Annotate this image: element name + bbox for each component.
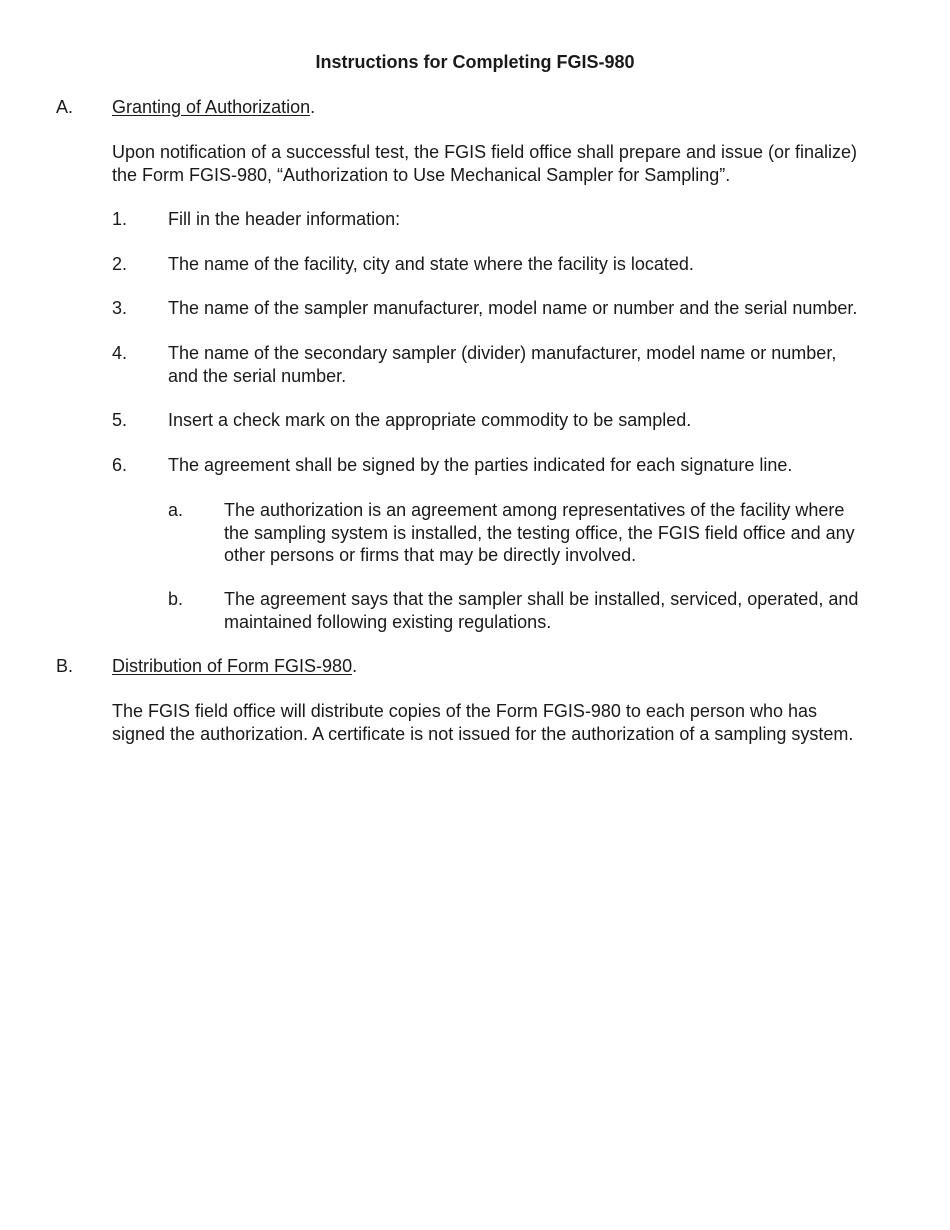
list-item-text-line2: and the serial number. (168, 365, 347, 386)
list-item-number: 4. (112, 343, 128, 363)
list-item-text: The agreement shall be signed by the parties indicated for each signature line. (168, 455, 793, 475)
sub-list-item-text-line1: The agreement says that the sampler shall be installed, serviced, operated, and (224, 589, 859, 609)
sub-list-item-text-line1: The authorization is an agreement among representatives of the facility where (224, 500, 845, 520)
section-a-heading-text: Granting of Authorization (112, 97, 311, 117)
sub-list-item-text-line3: other persons or firms that may be directly involved. (224, 545, 637, 565)
section-a-intro-line2: the Form FGIS-980, “Authorization to Use Mechanical Sampler for Sampling”. (112, 164, 731, 185)
section-a-heading-punct: . (310, 97, 316, 117)
section-a-marker: A. (56, 97, 74, 117)
section-b-body-line1: The FGIS field office will distribute copies of the Form FGIS-980 to each person who has (112, 701, 817, 721)
page-title: Instructions for Completing FGIS-980 (315, 52, 635, 72)
section-b-marker: B. (56, 656, 74, 676)
section-a-intro-line1: Upon notification of a successful test, the FGIS field office shall prepare and issue (or finalize) (112, 142, 858, 162)
section-b-heading (112, 655, 357, 678)
list-item-text: Fill in the header information: (168, 209, 401, 229)
section-b-body (112, 700, 902, 745)
sub-list-item-text-line2: the sampling system is installed, the testing office, the FGIS field office and any (224, 522, 855, 543)
list-item-number: 3. (112, 298, 128, 318)
list-item-text: The name of the sampler manufacturer, model name or number and the serial number. (168, 298, 858, 318)
section-a-heading (112, 96, 315, 119)
list-item-number: 6. (112, 455, 128, 475)
list-item-text: Insert a check mark on the appropriate commodity to be sampled. (168, 410, 692, 430)
list-item-number: 5. (112, 410, 128, 430)
list-item-number: 2. (112, 254, 128, 274)
section-a-intro (112, 141, 902, 186)
section-b-body-line2: signed the authorization. A certificate is not issued for the authorization of a sampling system. (112, 723, 854, 744)
sub-list-item-letter: a. (168, 500, 184, 520)
list-item-text: The name of the facility, city and state where the facility is located. (168, 254, 694, 274)
section-b-heading-punct: . (352, 656, 358, 676)
list-item-text-line1: The name of the secondary sampler (divider) manufacturer, model name or number, (168, 343, 837, 363)
sub-list-item-text-line2: maintained following existing regulations. (224, 611, 552, 632)
list-item-number: 1. (112, 209, 128, 229)
sub-list-item-letter: b. (168, 589, 184, 609)
section-b-heading-text: Distribution of Form FGIS-980 (112, 656, 353, 676)
